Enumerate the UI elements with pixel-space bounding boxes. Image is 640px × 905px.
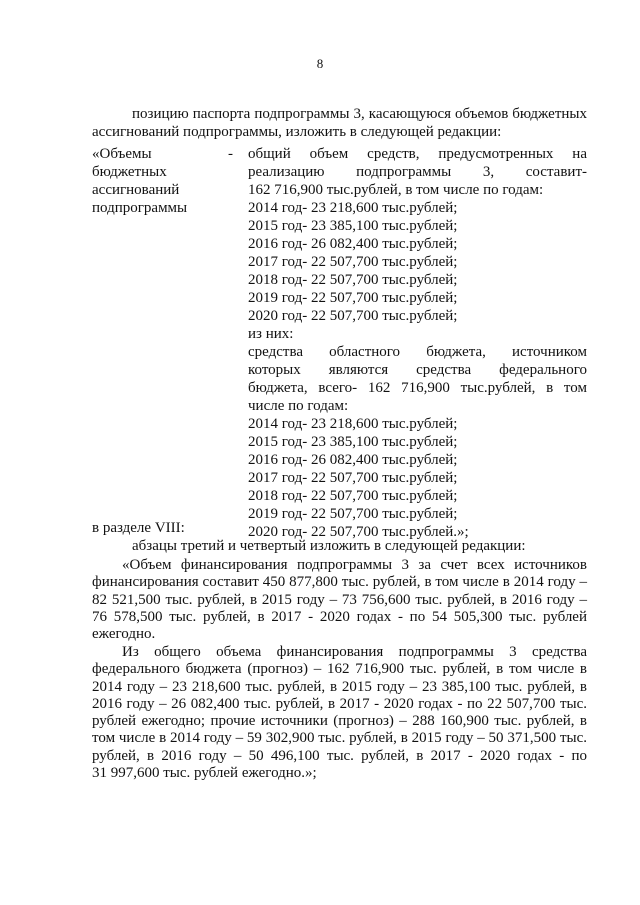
- value-line: 2020 год- 22 507,700 тыс.рублей.»;: [248, 524, 469, 540]
- passport-dash: -: [228, 146, 233, 162]
- paragraph-line: 82 521,500 тыс. рублей, в 2015 году – 73 756,600 тыс. рублей, в 2016 году –: [92, 591, 587, 608]
- value-line: 2019 год- 22 507,700 тыс.рублей;: [248, 290, 458, 306]
- value-line: 2018 год- 22 507,700 тыс.рублей;: [248, 272, 458, 288]
- section-header: [92, 519, 587, 555]
- value-line: 2014 год- 23 218,600 тыс.рублей;: [248, 416, 458, 432]
- value-line: 2015 год- 23 385,100 тыс.рублей;: [248, 218, 458, 234]
- paragraph-line: «Объем финансирования подпрограммы 3 за счет всех источников: [122, 557, 587, 573]
- value-line: из них:: [248, 326, 294, 342]
- paragraph-line: рублей, в 2016 году – 50 496,100 тыс. рублей, в 2017 - 2020 годах - по: [92, 747, 587, 764]
- paragraph-line: федерального бюджета (прогноз) – 162 716,900 тыс. рублей, в том числе в: [92, 661, 587, 678]
- value-line: которых являются средства федерального: [248, 362, 587, 378]
- paragraph-line: 2016 году – 26 082,400 тыс. рублей, в 2017 - 2020 годах - по 22 507,700 тыс.: [92, 695, 587, 712]
- value-line: 162 716,900 тыс.рублей, в том числе по годам:: [248, 182, 544, 198]
- label-line: бюджетных: [92, 164, 167, 180]
- paragraph-federal-and-other-sources: [92, 644, 587, 782]
- value-line: средства областного бюджета, источником: [248, 344, 587, 360]
- section-instruction: абзацы третий и четвертый изложить в следующей редакции:: [132, 538, 526, 554]
- section-heading: в разделе VIII:: [92, 520, 185, 536]
- page-number: 8: [316, 56, 324, 71]
- value-line: 2017 год- 22 507,700 тыс.рублей;: [248, 470, 458, 486]
- value-line: 2015 год- 23 385,100 тыс.рублей;: [248, 434, 458, 450]
- paragraph-total-financing: [92, 557, 587, 643]
- value-line: реализацию подпрограммы 3, составит-: [248, 164, 587, 180]
- paragraph-line: финансирования составит 450 877,800 тыс. рублей, в том числе в 2014 году –: [92, 574, 587, 591]
- value-line: 2014 год- 23 218,600 тыс.рублей;: [248, 200, 458, 216]
- paragraph-line: 31 997,600 тыс. рублей ежегодно.»;: [92, 765, 317, 782]
- value-line: 2017 год- 22 507,700 тыс.рублей;: [248, 254, 458, 270]
- intro-text: [92, 105, 587, 141]
- paragraph-line: рублей ежегодно; прочие источники (прогноз) – 288 160,900 тыс. рублей, в: [92, 713, 587, 730]
- paragraph-line: Из общего объема финансирования подпрограммы 3 средства: [122, 644, 587, 660]
- passport-label: [92, 145, 232, 217]
- paragraph-line: 76 578,500 тыс. рублей, в 2017 - 2020 годах - по 54 505,300 тыс. рублей: [92, 608, 587, 625]
- value-line: бюджета, всего- 162 716,900 тыс.рублей, в том: [248, 380, 587, 396]
- value-line: 2018 год- 22 507,700 тыс.рублей;: [248, 488, 458, 504]
- label-line: подпрограммы: [92, 200, 188, 216]
- label-line: ассигнований: [92, 182, 180, 198]
- intro-line: позицию паспорта подпрограммы 3, касающуюся объемов бюджетных: [132, 106, 587, 122]
- intro-line: ассигнований подпрограммы, изложить в следующей редакции:: [92, 124, 502, 140]
- passport-value: [248, 145, 587, 541]
- value-line: 2016 год- 26 082,400 тыс.рублей;: [248, 236, 458, 252]
- label-line: «Объемы: [92, 146, 152, 162]
- value-line: 2020 год- 22 507,700 тыс.рублей;: [248, 308, 458, 324]
- value-line: 2016 год- 26 082,400 тыс.рублей;: [248, 452, 458, 468]
- value-line: 2019 год- 22 507,700 тыс.рублей;: [248, 506, 458, 522]
- paragraph-line: ежегодно.: [92, 626, 156, 643]
- value-line: числе по годам:: [248, 398, 349, 414]
- paragraph-line: том числе в 2014 году – 59 302,900 тыс. рублей, в 2015 году – 50 371,500 тыс.: [92, 730, 587, 747]
- value-line: общий объем средств, предусмотренных на: [248, 146, 587, 162]
- paragraph-line: 2014 году – 23 218,600 тыс. рублей, в 2015 году – 23 385,100 тыс. рублей, в: [92, 678, 587, 695]
